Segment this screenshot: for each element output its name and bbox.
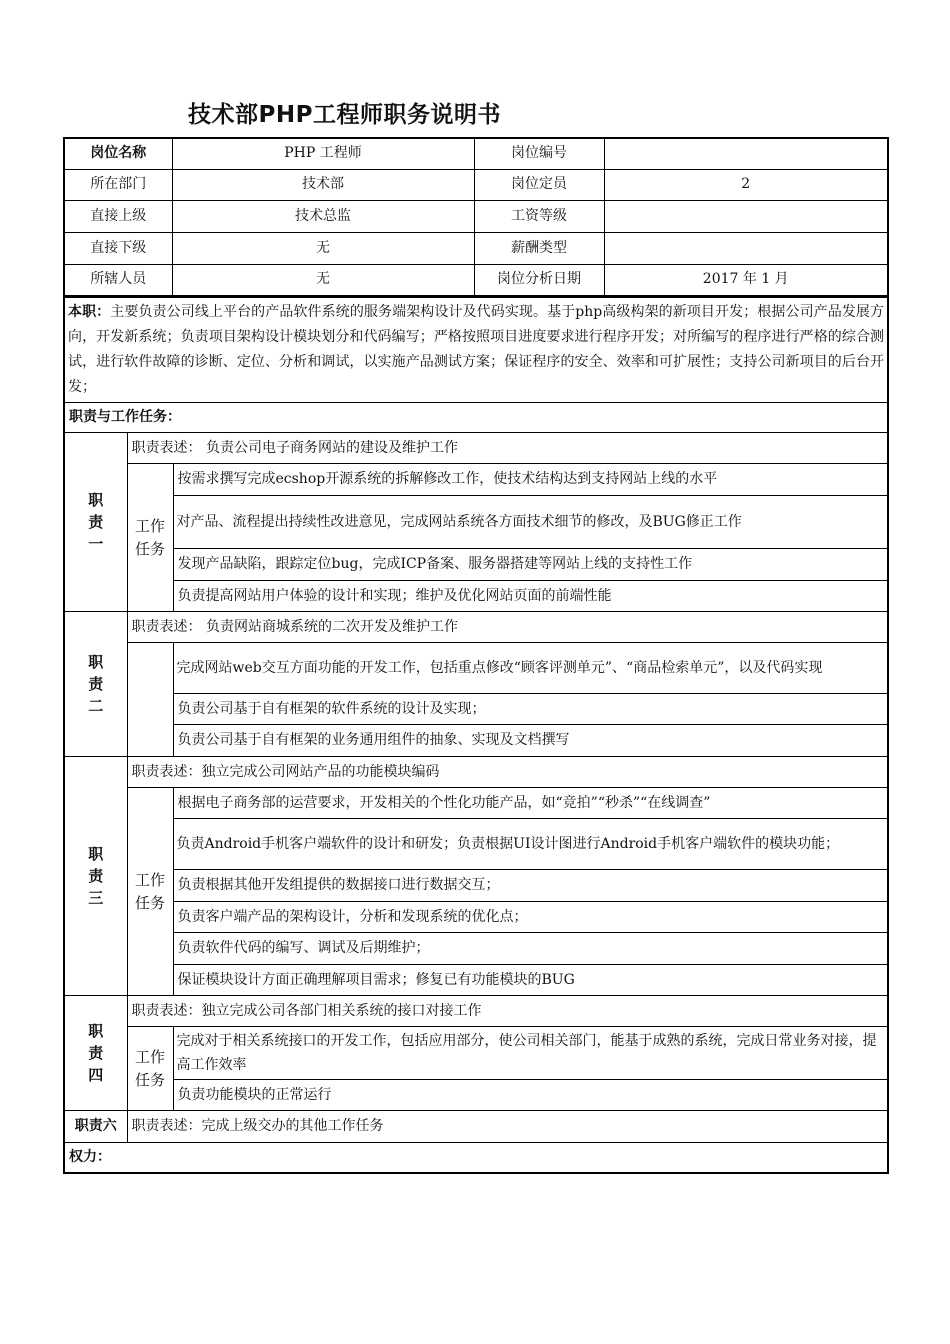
info-value: 2 [604, 169, 888, 200]
info-label: 岗位名称 [64, 138, 172, 169]
info-label: 所在部门 [64, 169, 172, 200]
duty-6-statement: 职责表述：完成上级交办的其他工作任务 [127, 1111, 888, 1143]
duty-3-task-row [64, 902, 888, 933]
info-row [64, 200, 888, 232]
info-row [64, 169, 888, 200]
duty-4-task-row [64, 1080, 888, 1111]
duty-2-name [64, 612, 127, 757]
duty-3-task: 负责软件代码的编写、调试及后期维护； [173, 933, 888, 965]
page-title: 技术部PHP工程师职务说明书 [188, 102, 501, 128]
duty-3-statement-row [64, 757, 888, 788]
duty-name-char: 职 [88, 1022, 104, 1040]
info-row [64, 138, 888, 169]
info-label: 直接上级 [64, 200, 172, 232]
info-value [604, 200, 888, 232]
info-value: 无 [172, 264, 474, 296]
info-value: 2017 年 1 月 [604, 264, 888, 296]
task-label [127, 1027, 173, 1111]
duty-1-task: 按需求撰写完成ecshop开源系统的拆解修改工作，使技术结构达到支持网站上线的水平 [173, 464, 888, 496]
duties-header: 职责与工作任务： [64, 403, 888, 433]
info-value: 无 [172, 232, 474, 264]
duty-3-task-row [64, 870, 888, 902]
duty-1-task-row [64, 549, 888, 581]
duty-name-char: 职 [88, 845, 104, 863]
duty-2-task: 完成网站web交互方面功能的开发工作，包括重点修改“顾客评测单元”、“商品检索单元”，以及代码实现 [173, 643, 888, 694]
duty-name-char: 责 [88, 867, 104, 885]
duty-4-task: 负责功能模块的正常运行 [173, 1080, 888, 1111]
duty-3-task: 根据电子商务部的运营要求，开发相关的个性化功能产品，如“竞拍”“秒杀”“在线调查” [173, 788, 888, 819]
info-label: 所辖人员 [64, 264, 172, 296]
task-label-empty [127, 643, 173, 757]
duties-table [63, 297, 889, 1174]
duty-1-task: 对产品、流程提出持续性改进意见，完成网站系统各方面技术细节的修改，及BUG修正工作 [173, 496, 888, 549]
info-value: PHP 工程师 [172, 138, 474, 169]
job-description-table [63, 137, 889, 297]
job-description-document [63, 137, 887, 1174]
duty-name-char: 责 [88, 1044, 104, 1062]
duty-4-name [64, 996, 127, 1111]
info-value [604, 138, 888, 169]
duty-name-char: 职 [88, 653, 104, 671]
duty-1-name [64, 433, 127, 612]
summary-label: 本职： [68, 304, 111, 320]
duty-2-statement: 职责表述： 负责网站商城系统的二次开发及维护工作 [127, 612, 888, 643]
duty-2-task-row [64, 643, 888, 694]
duty-name-char: 一 [88, 535, 104, 553]
info-row [64, 232, 888, 264]
info-label: 薪酬类型 [474, 232, 604, 264]
duty-1-statement: 职责表述： 负责公司电子商务网站的建设及维护工作 [127, 433, 888, 464]
duty-2-task-row [64, 725, 888, 757]
task-label [127, 788, 173, 996]
duty-2-task: 负责公司基于自有框架的业务通用组件的抽象、实现及文档撰写 [173, 725, 888, 757]
duty-4-statement-row [64, 996, 888, 1027]
summary-cell [64, 298, 888, 403]
duty-1-task-row [64, 496, 888, 549]
duty-1-task-row [64, 581, 888, 612]
duty-3-task-row [64, 788, 888, 819]
summary-row [64, 298, 888, 403]
info-row [64, 264, 888, 296]
info-label: 岗位编号 [474, 138, 604, 169]
task-label [127, 464, 173, 612]
duty-name-char: 职 [88, 491, 104, 509]
duty-3-task-row [64, 933, 888, 965]
duty-3-task-row [64, 965, 888, 996]
duty-4-task: 完成对于相关系统接口的开发工作，包括应用部分，使公司相关部门，能基于成熟的系统，完成日常业务对接，提高工作效率 [173, 1027, 888, 1080]
duty-6-name: 职责六 [64, 1111, 127, 1143]
info-label: 岗位分析日期 [474, 264, 604, 296]
duty-3-name [64, 757, 127, 996]
duty-6-row [64, 1111, 888, 1143]
duty-name-char: 二 [88, 697, 104, 715]
duty-3-statement: 职责表述：独立完成公司网站产品的功能模块编码 [127, 757, 888, 788]
duty-4-task-row [64, 1027, 888, 1080]
duty-2-statement-row [64, 612, 888, 643]
info-label: 岗位定员 [474, 169, 604, 200]
task-label-char: 工作 [134, 870, 165, 889]
duty-name-char: 四 [88, 1066, 104, 1084]
task-label-char: 任务 [134, 539, 165, 558]
duty-name-char: 三 [88, 889, 104, 907]
power-row [64, 1143, 888, 1173]
duty-3-task-row [64, 819, 888, 870]
summary-text: 主要负责公司线上平台的产品软件系统的服务端架构设计及代码实现。基于php高级构架的新项目开发；根据公司产品发展方向，开发新系统；负责项目架构设计模块划分和代码编写；严格按照项目进度要求进行程序开发；对所编写的程序进行严格的综合测试，进行软件故障的诊断、定位、分析和调试，以实施产品测试方案；保证程序的安全、效率和可扩展性；支持公司新项目的后台开发； [68, 304, 885, 395]
duty-1-statement-row [64, 433, 888, 464]
duty-2-task: 负责公司基于自有框架的软件系统的设计及实现； [173, 694, 888, 725]
duties-header-row [64, 403, 888, 433]
info-value [604, 232, 888, 264]
duty-name-char: 责 [88, 513, 104, 531]
duty-3-task: 保证模块设计方面正确理解项目需求；修复已有功能模块的BUG [173, 965, 888, 996]
duty-3-task: 负责Android手机客户端软件的设计和研发；负责根据UI设计图进行Android手机客户端软件的模块功能； [173, 819, 888, 870]
duty-1-task: 发现产品缺陷，跟踪定位bug，完成ICP备案、服务器搭建等网站上线的支持性工作 [173, 549, 888, 581]
duty-3-task: 负责客户端产品的架构设计，分析和发现系统的优化点； [173, 902, 888, 933]
duty-1-task: 负责提高网站用户体验的设计和实现；维护及优化网站页面的前端性能 [173, 581, 888, 612]
info-value: 技术部 [172, 169, 474, 200]
info-label: 直接下级 [64, 232, 172, 264]
duty-2-task-row [64, 694, 888, 725]
info-label: 工资等级 [474, 200, 604, 232]
power-label: 权力： [64, 1143, 888, 1173]
task-label-char: 任务 [134, 893, 165, 912]
duty-3-task: 负责根据其他开发组提供的数据接口进行数据交互； [173, 870, 888, 902]
duty-name-char: 责 [88, 675, 104, 693]
duty-4-statement: 职责表述：独立完成公司各部门相关系统的接口对接工作 [127, 996, 888, 1027]
task-label-char: 工作 [134, 1047, 165, 1066]
duty-1-task-row [64, 464, 888, 496]
task-label-char: 任务 [134, 1070, 165, 1089]
task-label-char: 工作 [134, 516, 165, 535]
info-value: 技术总监 [172, 200, 474, 232]
